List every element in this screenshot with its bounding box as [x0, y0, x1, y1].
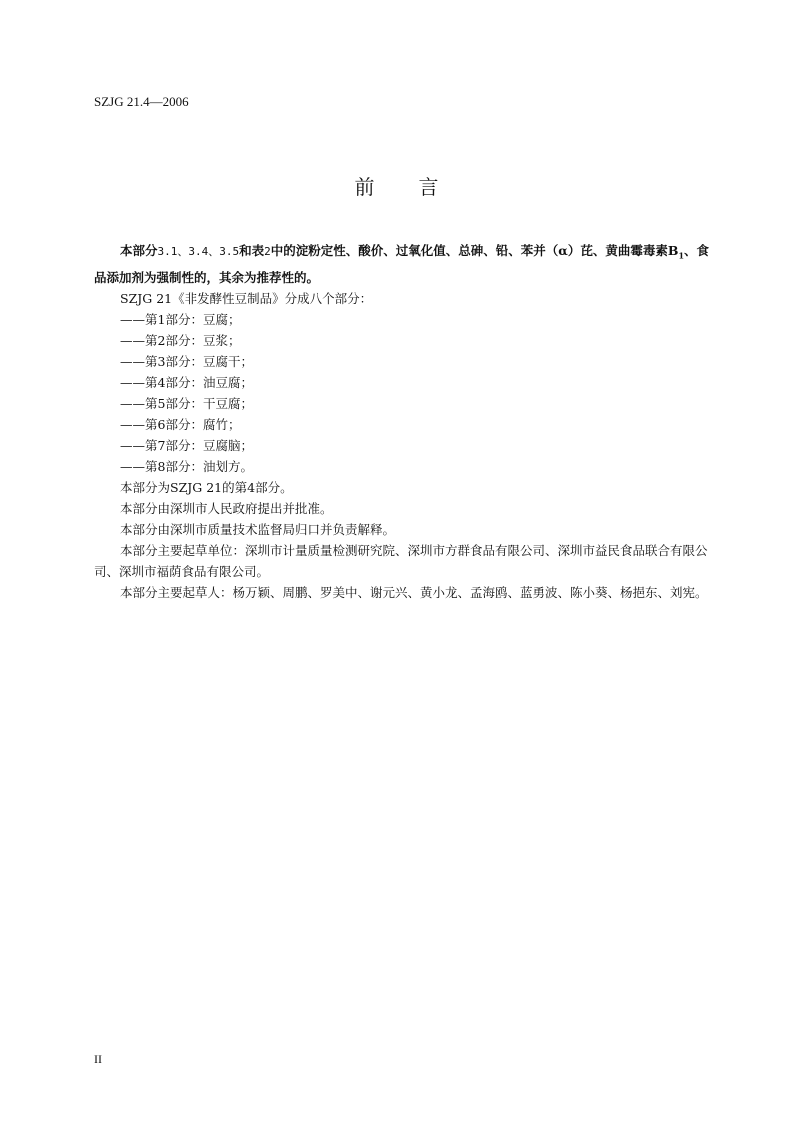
- drafters: 本部分主要起草人：杨万颖、周鹏、罗美中、谢元兴、黄小龙、孟海鸥、蓝勇波、陈小葵、杨挹东、刘宪。: [120, 584, 708, 600]
- proposed-statement: 本部分由深圳市人民政府提出并批准。: [120, 500, 333, 516]
- title-char-1: 前: [354, 175, 375, 199]
- interpretation-statement: 本部分由深圳市质量技术监督局归口并负责解释。: [120, 521, 396, 537]
- drafting-units: 本部分主要起草单位：深圳市计量质量检测研究院、深圳市方群食品有限公司、深圳市益民食品联合有限公司、深圳市福荫食品有限公司。: [94, 542, 708, 579]
- list-item: ——第3部分：豆腐干；: [120, 353, 253, 369]
- foreword-body: [94, 240, 718, 603]
- document-id: SZJG 21.4—2006: [94, 94, 189, 109]
- page-number: II: [94, 1052, 102, 1066]
- list-item: ——第4部分：油豆腐；: [120, 374, 253, 390]
- this-part-statement: 本部分为SZJG 21的第4部分。: [120, 479, 293, 495]
- list-item: ——第1部分：豆腐；: [120, 311, 241, 327]
- list-item: ——第7部分：豆腐脑；: [120, 437, 253, 453]
- list-item: ——第6部分：腐竹；: [120, 416, 241, 432]
- mandatory-clause: 本部分3.1、3.4、3.5和表2中的淀粉定性、酸价、过氧化值、总砷、铅、苯并（α）芘、黄曲霉毒素$B_1$、食品添加剂为强制性的，其余为推荐性的。: [94, 243, 710, 285]
- list-item: ——第5部分：干豆腐；: [120, 395, 253, 411]
- page-title: [0, 171, 793, 200]
- title-char-2: 言: [418, 175, 439, 199]
- list-item: ——第2部分：豆浆；: [120, 332, 241, 348]
- series-intro: SZJG 21《非发酵性豆制品》分成八个部分：: [120, 290, 373, 306]
- list-item: ——第8部分：油划方。: [120, 458, 253, 474]
